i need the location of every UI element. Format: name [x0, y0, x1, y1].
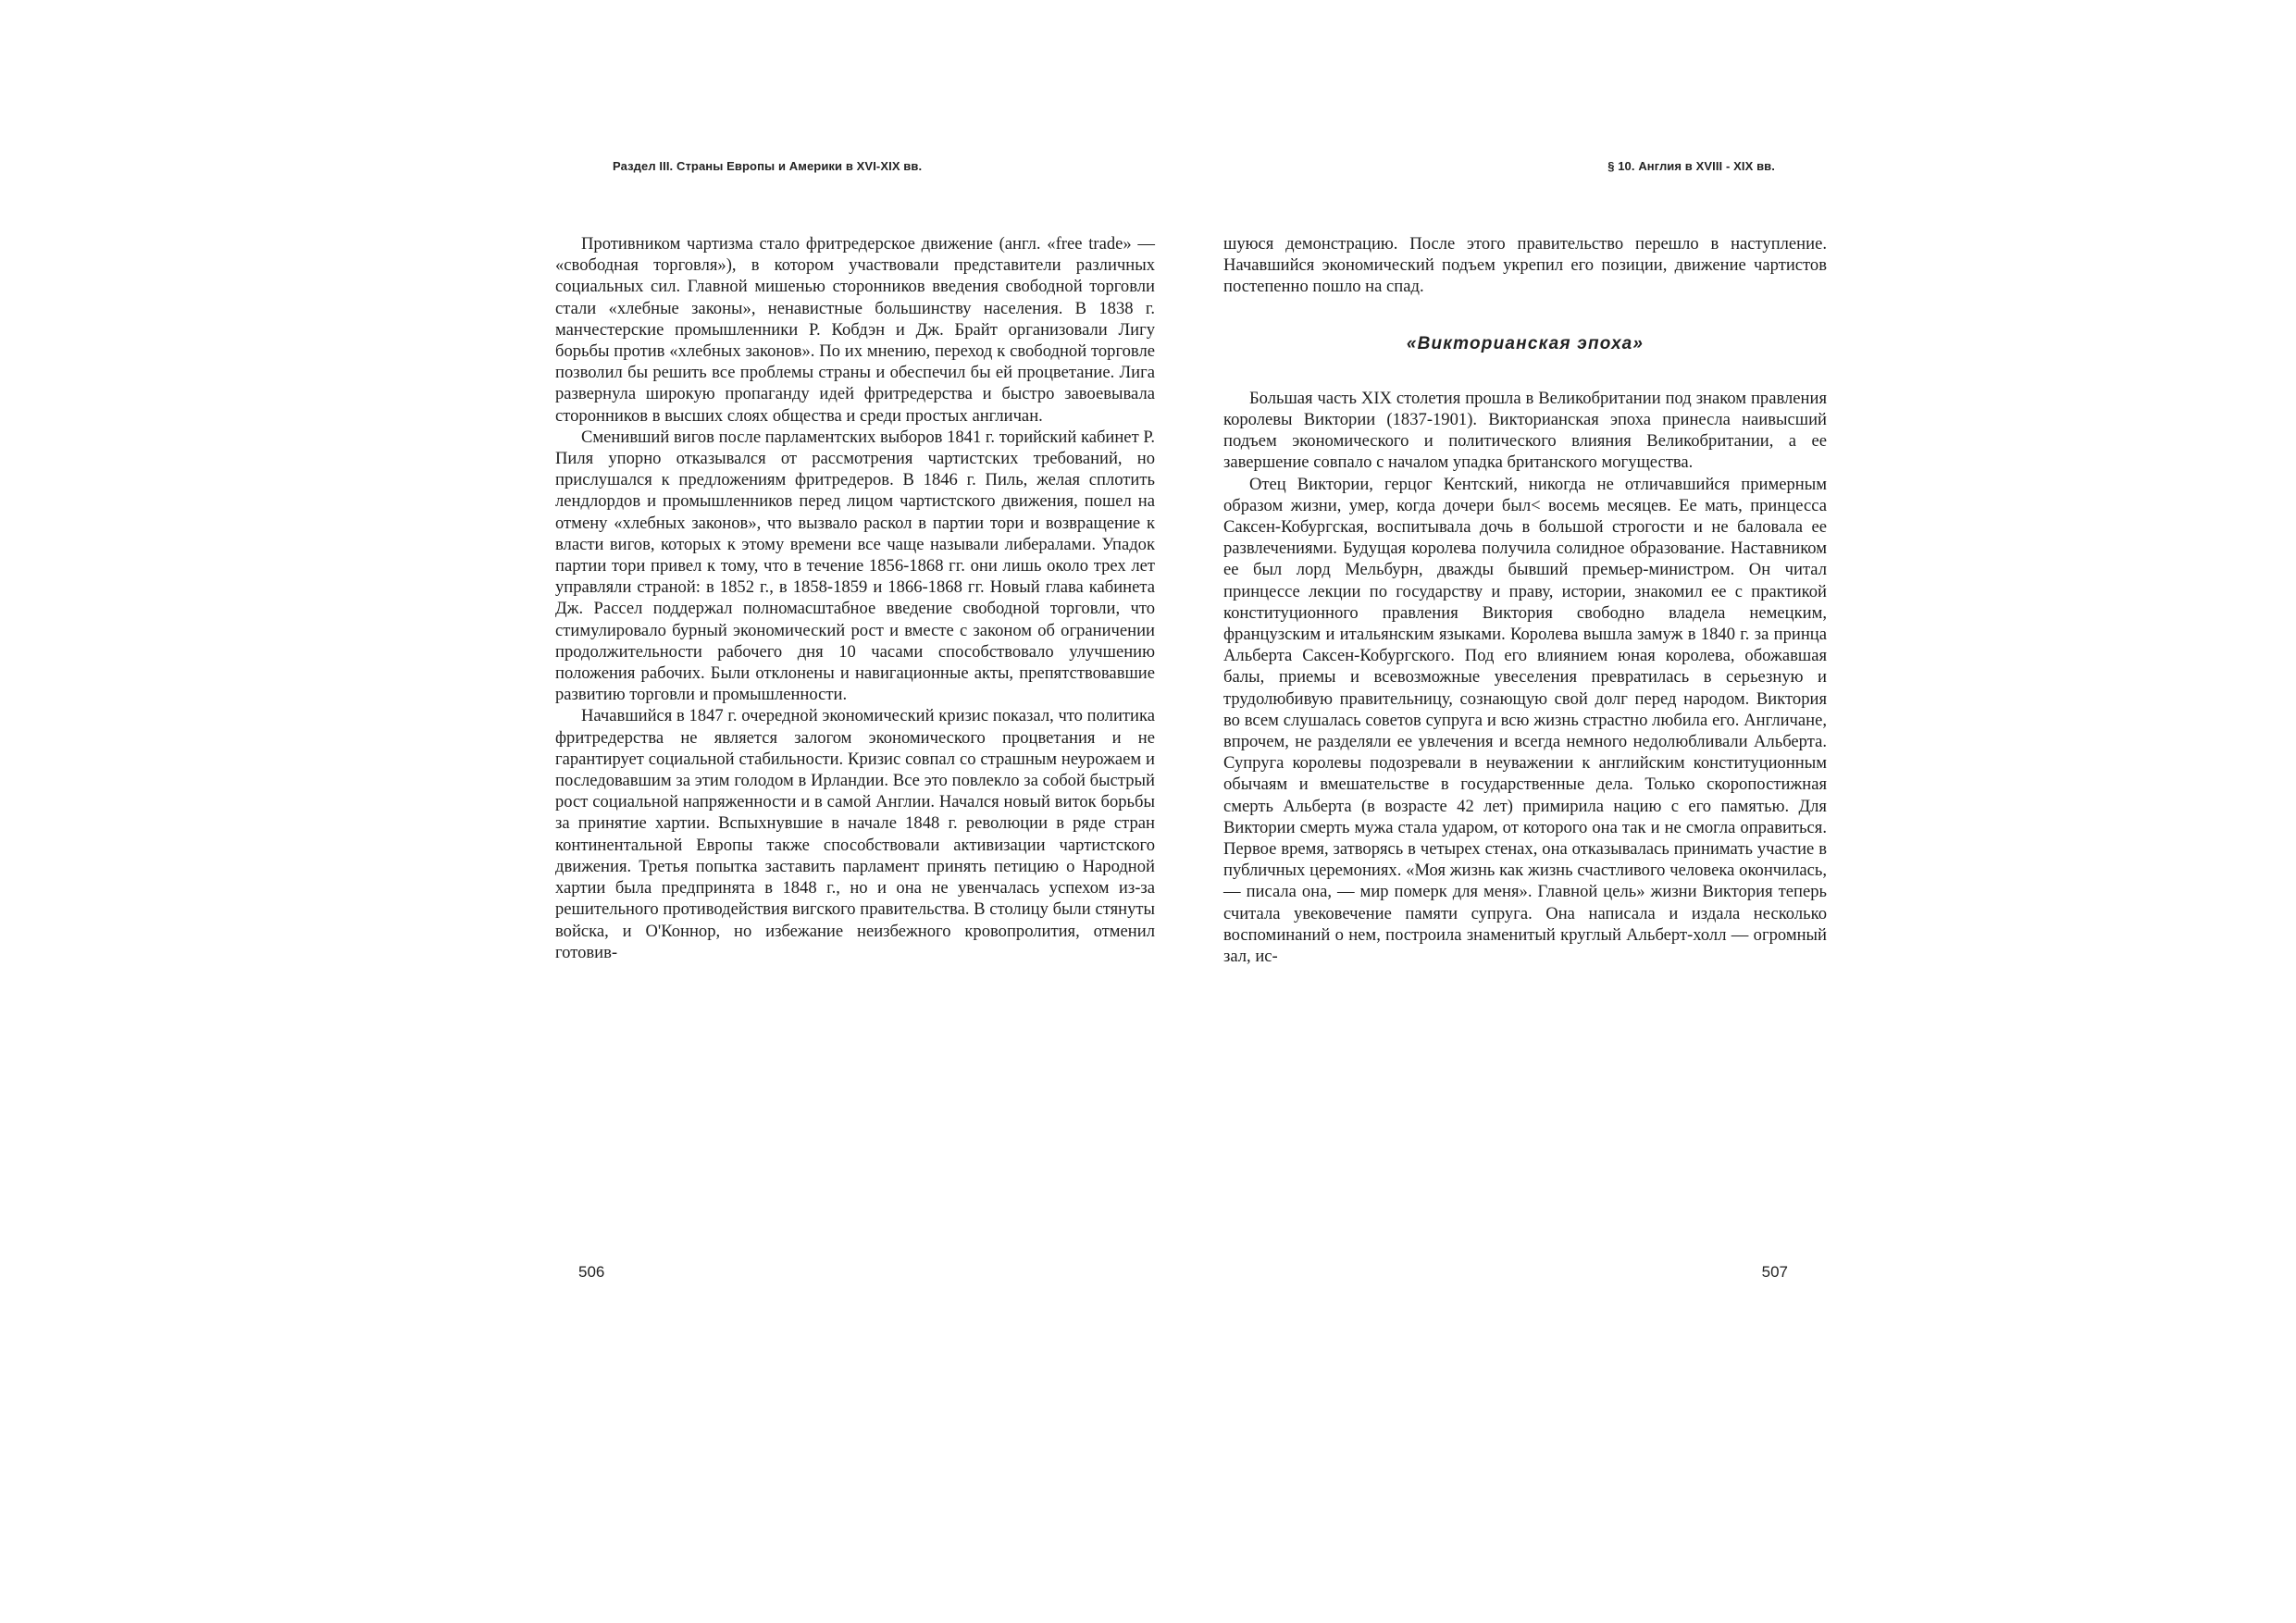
continued-paragraph: шуюся демонстрацию. После этого правительство перешло в наступление. Начавшийся экономический подъем укрепил его позиции, движение чартистов постепенно пошло на спад.: [1223, 234, 1827, 297]
paragraph: Противником чартизма стало фритредерское движение (англ. «free trade» — «свободная торговля»), в котором участвовали представители различных социальных сил. Главной мишенью сторонников введения свободной торговли стали «хлебные законы», ненавистные большинству населения. В 1838 г. манчестерские промышленники Р. Кобдэн и Дж. Брайт организовали Лигу борьбы против «хлебных законов». По их мнению, переход к свободной торговле позволил бы решить все проблемы страны и обеспечил бы ей процветание. Лига развернула широкую пропаганду идей фритредерства и быстро завоевывала сторонников в высших слоях общества и среди простых англичан.: [555, 234, 1155, 426]
left-page-body: [555, 233, 1155, 963]
right-page-body: [1223, 233, 1827, 967]
running-head-left: Раздел III. Страны Европы и Америки в XVI-XIX вв.: [613, 159, 923, 173]
section-title: «Викторианская эпоха»: [1406, 333, 1644, 353]
paragraph: Большая часть XIX столетия прошла в Великобритании под знаком правления королевы Виктории (1837-1901). Викторианская эпоха принесла наивысший подъем экономического и политического влияния Великобритании, а ее завершение совпало с началом упадка британского могущества.: [1223, 388, 1827, 473]
paragraph: Начавшийся в 1847 г. очередной экономический кризис показал, что политика фритредерства не является залогом экономического процветания и не гарантирует социальной стабильности. Кризис совпал со страшным неурожаем и последовавшим за этим голодом в Ирландии. Все это повлекло за собой быстрый рост социальной напряженности и в самой Англии. Начался новый виток борьбы за принятие хартии. Вспыхнувшие в начале 1848 г. революции в ряде стран континентальной Европы также способствовали активизации чартистского движения. Третья попытка заставить парламент принять петицию о Народной хартии была предпринята в 1848 г., но и она не увенчалась успехом из-за решительного противодействия вигского правительства. В столицу были стянуты войска, и О'Коннор, но избежание неизбежного кровопролития, отменил готовив-: [555, 706, 1155, 962]
right-page: [1222, 0, 1827, 1623]
page-number-right: 507: [1761, 1263, 1788, 1281]
paragraph: Сменивший вигов после парламентских выборов 1841 г. торийский кабинет Р. Пиля упорно отказывался от рассмотрения чартистских требований, но прислушался к предложениям фритредеров. В 1846 г. Пиль, желая сплотить лендлордов и промышленников перед лицом чартистского движения, пошел на отмену «хлебных законов», что вызвало раскол в партии тори и возвращение к власти вигов, которых к этому времени все чаще называли либералами. Упадок партии тори привел к тому, что в течение 1856-1868 гг. они лишь около трех лет управляли страной: в 1852 г., в 1858-1859 и 1866-1868 гг. Новый глава кабинета Дж. Рассел поддержал полномасштабное введение свободной торговли, что стимулировало бурный экономический рост и вместе с законом об ограничении продолжительности рабочего дня 10 часами способствовало улучшению положения рабочих. Были отклонены и навигационные акты, препятствовавшие развитию торговли и промышленности.: [555, 427, 1156, 705]
left-page: [555, 0, 1157, 1623]
page-number-left: 506: [578, 1263, 605, 1281]
running-head-right: § 10. Англия в XVIII - XIX вв.: [1607, 159, 1775, 173]
paragraph: Отец Виктории, герцог Кентский, никогда не отличавшийся примерным образом жизни, умер, когда дочери был< восемь месяцев. Ее мать, принцесса Саксен-Кобургская, воспитывала дочь в большой строгости и не баловала ее развлечениями. Будущая королева получила солидное образование. Наставником ее был лорд Мельбурн, дважды бывший премьер-министром. Он читал принцессе лекции по государству и праву, истории, знакомил ее с практикой конституционного правления Виктория свободно владела немецким, французским и итальянским языками. Королева вышла замуж в 1840 г. за принца Альберта Саксен-Кобургского. Под его влиянием юная королева, обожавшая балы, приемы и всевозможные увеселения превратилась в серьезную и трудолюбивую правительницу, сознающую свой долг перед народом. Виктория во всем слушалась советов супруга и всю жизнь страстно любила его. Англичане, впрочем, не разделяли ее увлечения и всегда немного недолюбливали Альберта. Супруга королевы подозревали в неуважении к английским конституционным обычаям и вмешательстве в государственные дела. Только скоропостижная смерть Альберта (в возрасте 42 лет) примирила нацию с его памятью. Для Виктории смерть мужа стала ударом, от которого она так и не смогла оправиться. Первое время, затворясь в четырех стенах, она отказывалась принимать участие в публичных церемониях. «Моя жизнь как жизнь счастливого человека окончилась, — писала она, — мир померк для меня». Главной цель» жизни Виктория теперь считала увековечение памяти супруга. Она написала и издала несколько воспоминаний о нем, построила знаменитый круглый Альберт-холл — огромный зал, ис-: [1223, 474, 1827, 967]
